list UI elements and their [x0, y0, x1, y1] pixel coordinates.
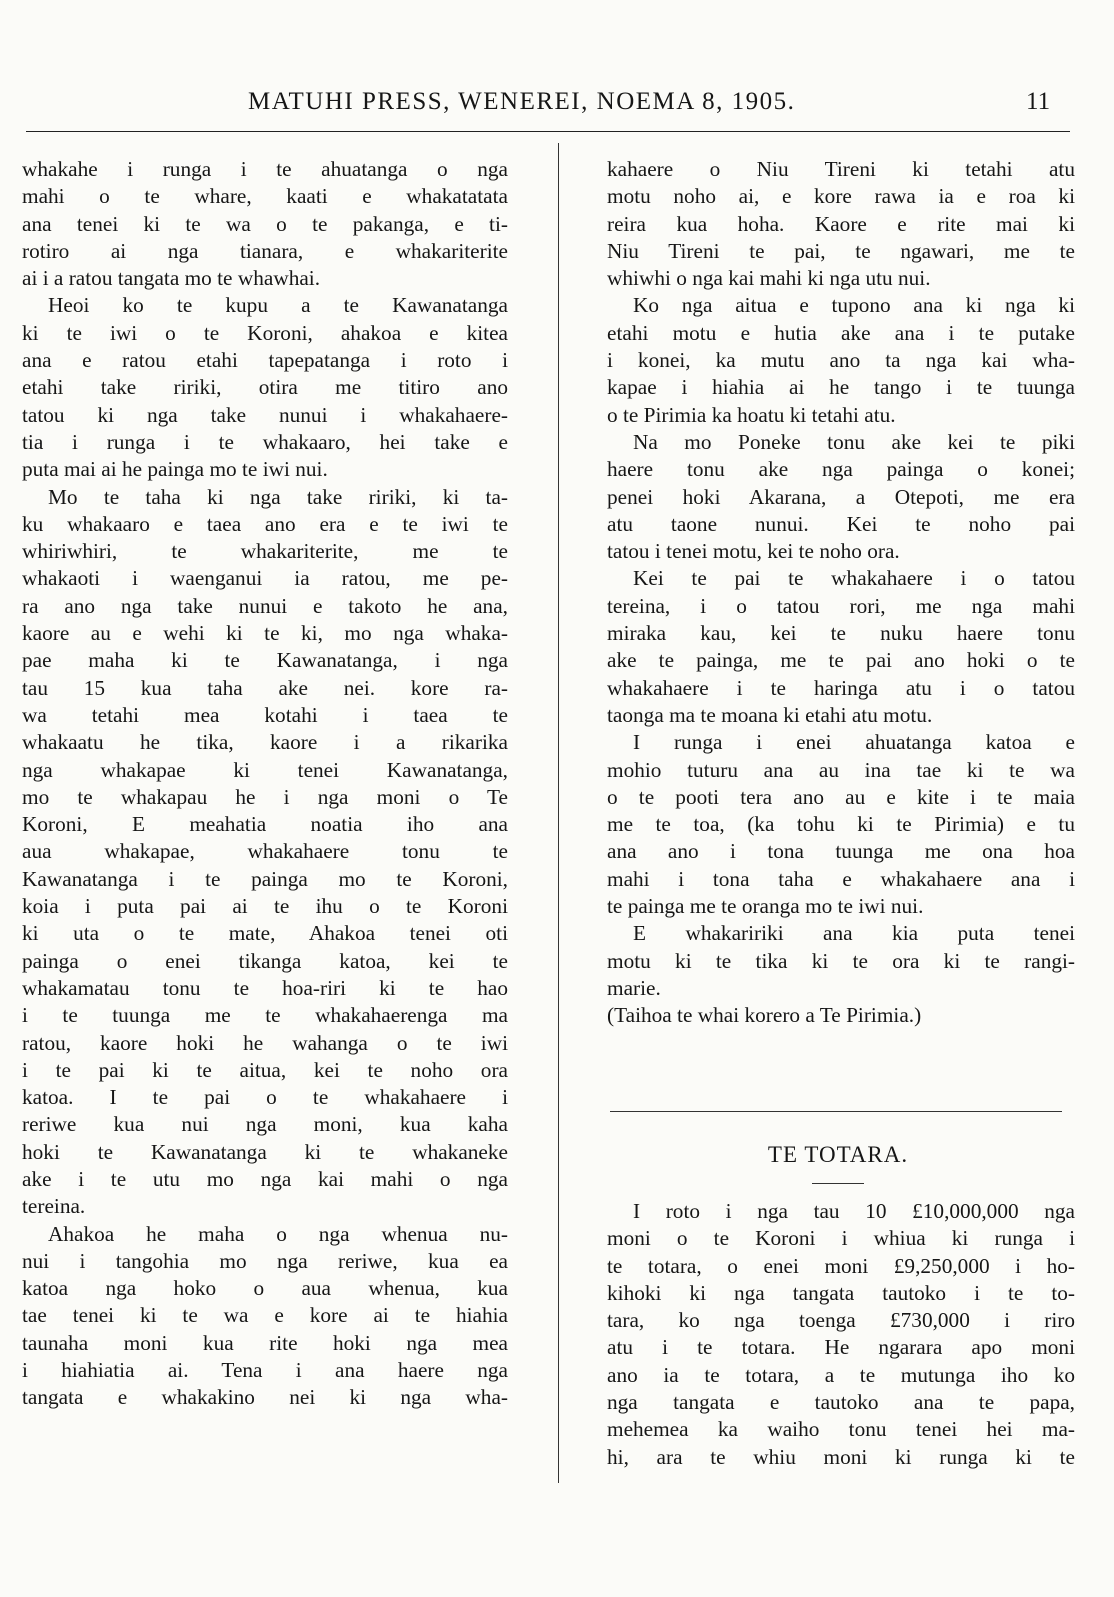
- text-line: ana tenei ki te wa o te pakanga, e ti-: [22, 211, 508, 236]
- text-line: i te pai ki te aitua, kei te noho ora: [22, 1057, 508, 1082]
- section-separator: [610, 1111, 1062, 1112]
- text-line: E whakaririki ana kia puta tenei: [633, 921, 1075, 946]
- text-line: tereina.: [22, 1194, 86, 1219]
- section-title: TE TOTARA.: [767, 1142, 909, 1167]
- text-line: ake te painga, me te pai ano hoki o te: [607, 648, 1075, 673]
- text-line: Heoi ko te kupu a te Kawanatanga: [48, 293, 508, 318]
- text-line: me te toa, (ka tohu ki te Pirimia) e tu: [607, 812, 1075, 837]
- text-line: rotiro ai nga tianara, e whakariterite: [22, 238, 508, 263]
- right-column: [607, 156, 1075, 1030]
- text-line: tau 15 kua taha ake nei. kore ra-: [22, 675, 508, 700]
- text-line: mehemea ka waiho tonu tenei hei ma-: [607, 1417, 1075, 1442]
- text-line: puta mai ai he painga mo te iwi nui.: [22, 457, 328, 482]
- column-divider: [558, 143, 559, 1483]
- text-line: marie.: [607, 975, 661, 1000]
- text-line: i hiahiatia ai. Tena i ana haere nga: [22, 1358, 508, 1383]
- text-line: kapae i hiahia ai he tango i te tuunga: [607, 375, 1075, 400]
- text-line: Niu Tireni te pai, te ngawari, me te: [607, 238, 1075, 263]
- text-line: ra ano nga take nunui e takoto he ana,: [22, 593, 508, 618]
- text-line: tatou ki nga take nunui i whakahaere-: [22, 402, 508, 427]
- text-line: tara, ko nga toenga £730,000 i riro: [607, 1308, 1075, 1333]
- text-line: o te Pirimia ka hoatu ki tetahi atu.: [607, 402, 896, 427]
- text-line: i te tuunga me te whakahaerenga ma: [22, 1003, 508, 1028]
- text-line: ano ia te totara, a te mutunga iho ko: [607, 1362, 1075, 1387]
- text-line: atu taone nunui. Kei te noho pai: [607, 511, 1075, 536]
- text-line: whakamatau tonu te hoa-riri ki te hao: [22, 975, 508, 1000]
- text-line: I roto i nga tau 10 £10,000,000 nga: [633, 1199, 1075, 1223]
- text-line: Na mo Poneke tonu ake kei te piki: [633, 429, 1075, 454]
- text-line: kihoki ki nga tangata tautoko i te to-: [607, 1280, 1075, 1305]
- header-rule: [26, 131, 1070, 132]
- text-line: kaore au e wehi ki te ki, mo nga whaka-: [22, 621, 508, 646]
- text-line: tatou i tenei motu, kei te noho ora.: [607, 539, 900, 564]
- text-line: tereina, i o tatou rori, me nga mahi: [607, 593, 1075, 618]
- text-line: i konei, ka mutu ano ta nga kai wha-: [607, 348, 1075, 373]
- newspaper-title: MATUHI PRESS, WENEREI, NOEMA 8, 1905.: [248, 88, 796, 115]
- text-line: Mo te taha ki nga take ririki, ki ta-: [48, 484, 508, 509]
- text-line: katoa nga hoko o aua whenua, kua: [22, 1276, 508, 1301]
- text-line: reira kua hoha. Kaore e rite mai ki: [607, 211, 1075, 236]
- page-number: 11: [1026, 88, 1051, 115]
- text-line: mohio tuturu ana au ina tae ki te wa: [607, 757, 1075, 782]
- text-line: nga tangata e tautoko ana te papa,: [607, 1390, 1075, 1415]
- text-line: atu i te totara. He ngarara apo moni: [607, 1335, 1075, 1360]
- section-body: [607, 1198, 1075, 1471]
- text-line: etahi take ririki, otira me titiro ano: [22, 375, 508, 400]
- text-line: hoki te Kawanatanga ki te whakaneke: [22, 1139, 508, 1164]
- text-line: Koroni, E meahatia noatia iho ana: [22, 812, 508, 837]
- text-line: wa tetahi mea kotahi i taea te: [22, 702, 508, 727]
- text-line: mahi i tona taha e whakahaere ana i: [607, 866, 1075, 891]
- text-line: tae tenei ki te wa e kore ai te hiahia: [22, 1303, 508, 1328]
- text-line: koia i puta pai ai te ihu o te Koroni: [22, 894, 508, 919]
- text-line: te totara, o enei moni £9,250,000 i ho-: [607, 1253, 1075, 1278]
- text-line: kahaere o Niu Tireni ki tetahi atu: [607, 157, 1075, 181]
- text-line: Kei te pai te whakahaere i o tatou: [633, 566, 1075, 591]
- text-line: painga o enei tikanga katoa, kei te: [22, 948, 508, 973]
- text-line: tia i runga i te whakaaro, hei take e: [22, 429, 508, 454]
- text-line: nui i tangohia mo nga reriwe, kua ea: [22, 1248, 508, 1273]
- text-line: motu noho ai, e kore rawa ia e roa ki: [607, 184, 1075, 209]
- text-line: miraka kau, kei te nuku haere tonu: [607, 621, 1075, 646]
- text-line: taunaha moni kua rite hoki nga mea: [22, 1330, 508, 1355]
- text-line: o te pooti tera ano au e kite i te maia: [607, 784, 1075, 809]
- text-line: katoa. I te pai o te whakahaere i: [22, 1085, 508, 1110]
- text-line: reriwe kua nui nga moni, kua kaha: [22, 1112, 508, 1137]
- text-line: aua whakapae, whakahaere tonu te: [22, 839, 508, 864]
- text-line: whiwhi o nga kai mahi ki nga utu nui.: [607, 266, 931, 291]
- text-line: whiriwhiri, te whakariterite, me te: [22, 539, 508, 564]
- text-line: motu ki te tika ki te ora ki te rangi-: [607, 948, 1075, 973]
- text-line: moni o te Koroni i whiua ki runga i: [607, 1226, 1075, 1251]
- text-line: ana ano i tona tuunga me ona hoa: [607, 839, 1075, 864]
- text-line: mo te whakapau he i nga moni o Te: [22, 784, 508, 809]
- text-line: ku whakaaro e taea ano era e te iwi te: [22, 511, 508, 536]
- text-line: whakahaere i te haringa atu i o tatou: [607, 675, 1075, 700]
- page-header: [0, 82, 1114, 126]
- text-line: ratou, kaore hoki he wahanga o te iwi: [22, 1030, 508, 1055]
- text-line: te painga me te oranga mo te iwi nui.: [607, 894, 924, 919]
- text-line: ki te iwi o te Koroni, ahakoa e kitea: [22, 320, 508, 345]
- text-line: ki uta o te mate, Ahakoa tenei oti: [22, 921, 508, 946]
- text-line: nga whakapae ki tenei Kawanatanga,: [22, 757, 508, 782]
- text-line: pae maha ki te Kawanatanga, i nga: [22, 648, 508, 673]
- text-line: mahi o te whare, kaati e whakatatata: [22, 184, 508, 209]
- text-line: taonga ma te moana ki etahi atu motu.: [607, 702, 933, 727]
- text-line: hi, ara te whiu moni ki runga ki te: [607, 1444, 1075, 1469]
- text-line: haere tonu ake nga painga o konei;: [607, 457, 1075, 482]
- text-line: ana e ratou etahi tapepatanga i roto i: [22, 348, 508, 373]
- text-line: tangata e whakakino nei ki nga wha-: [22, 1385, 508, 1410]
- text-line: ai i a ratou tangata mo te whawhai.: [22, 266, 321, 291]
- text-line: (Taihoa te whai korero a Te Pirimia.): [607, 1003, 922, 1028]
- text-line: ake i te utu mo nga kai mahi o nga: [22, 1166, 508, 1191]
- text-line: etahi motu e hutia ake ana i te putake: [607, 320, 1075, 345]
- text-line: Ahakoa he maha o nga whenua nu-: [48, 1221, 508, 1246]
- text-line: Ko nga aitua e tupono ana ki nga ki: [633, 293, 1075, 318]
- section-title-underline: [812, 1183, 864, 1184]
- text-line: Kawanatanga i te painga mo te Koroni,: [22, 866, 508, 891]
- left-column: [22, 156, 508, 1412]
- text-line: whakahe i runga i te ahuatanga o nga: [22, 157, 508, 181]
- text-line: whakaoti i waenganui ia ratou, me pe-: [22, 566, 508, 591]
- text-line: penei hoki Akarana, a Otepoti, me era: [607, 484, 1075, 509]
- text-line: whakaatu he tika, kaore i a rikarika: [22, 730, 508, 755]
- text-line: I runga i enei ahuatanga katoa e: [633, 730, 1075, 755]
